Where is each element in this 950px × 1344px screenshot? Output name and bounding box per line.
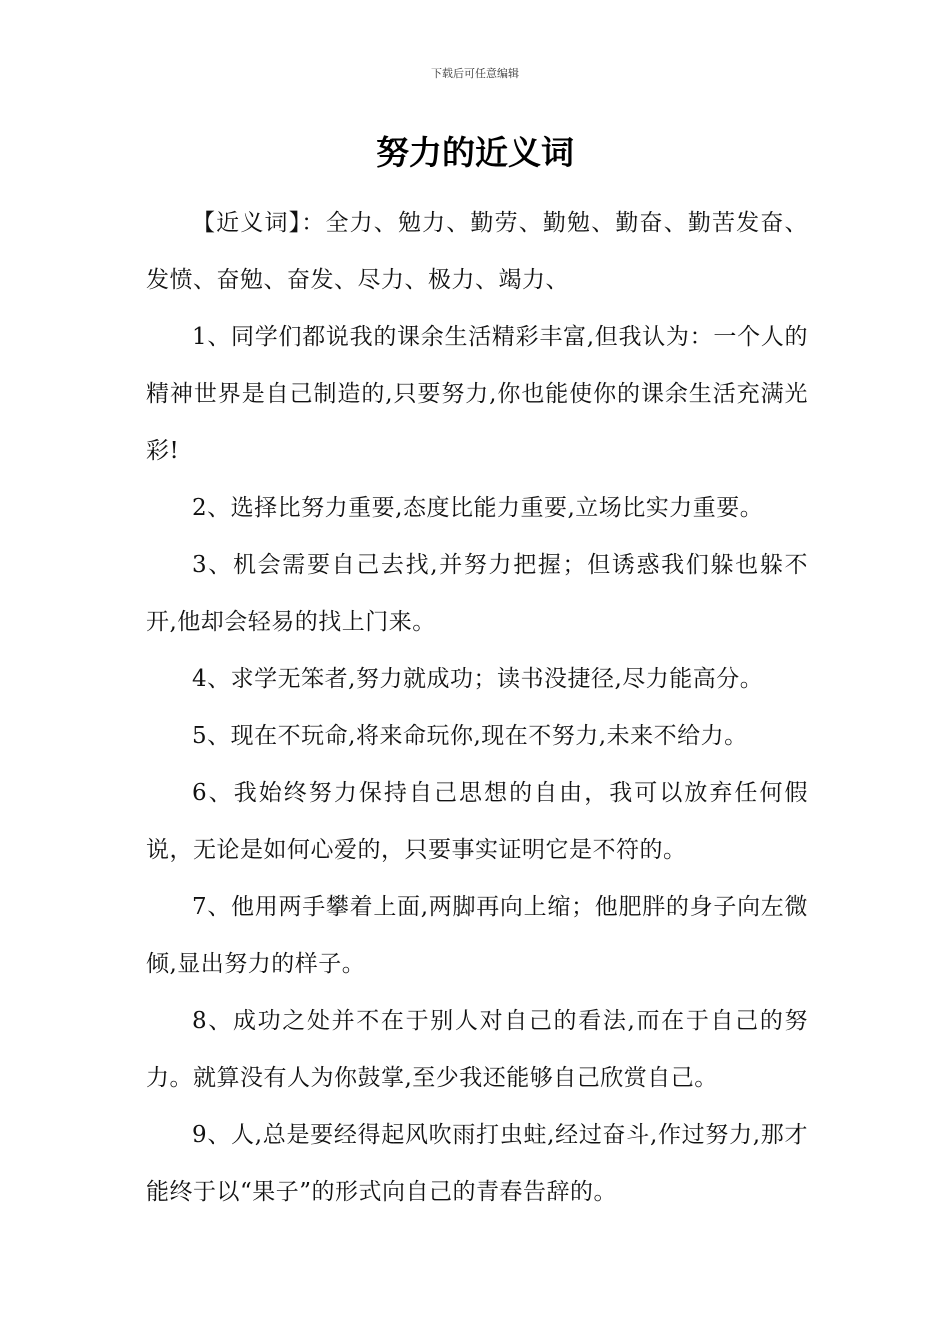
example-paragraph-2: 2、选择比努力重要,态度比能力重要,立场比实力重要。: [192, 495, 764, 521]
document-body: [146, 195, 808, 1221]
synonyms-paragraph: 【近义词】：全力、勉力、勤劳、勤勉、勤奋、勤苦发奋、发愤、奋勉、奋发、尽力、极力、竭力、: [146, 210, 808, 293]
example-paragraph-6: 6、我始终努力保持自己思想的自由，我可以放弃任何假说，无论是如何心爱的，只要事实证明它是不符的。: [146, 780, 808, 863]
page-title: 努力的近义词: [376, 133, 574, 172]
example-paragraph-3: 3、机会需要自己去找,并努力把握；但诱惑我们躲也躲不开,他却会轻易的找上门来。: [146, 552, 808, 635]
example-paragraph-7: 7、他用两手攀着上面,两脚再向上缩；他肥胖的身子向左微倾,显出努力的样子。: [146, 894, 808, 977]
example-paragraph-4: 4、求学无笨者,努力就成功；读书没捷径,尽力能高分。: [192, 666, 764, 692]
example-paragraph-1: 1、同学们都说我的课余生活精彩丰富,但我认为：一个人的精神世界是自己制造的,只要努力,你也能使你的课余生活充满光彩!: [146, 324, 808, 464]
header-note: 下载后可任意编辑: [431, 67, 519, 80]
example-paragraph-8: 8、成功之处并不在于别人对自己的看法,而在于自己的努力。就算没有人为你鼓掌,至少我还能够自己欣赏自己。: [146, 1008, 808, 1091]
example-paragraph-5: 5、现在不玩命,将来命玩你,现在不努力,未来不给力。: [192, 723, 748, 749]
example-paragraph-9: 9、人,总是要经得起风吹雨打虫蛀,经过奋斗,作过努力,那才能终于以“果子”的形式向自己的青春告辞的。: [146, 1122, 808, 1205]
